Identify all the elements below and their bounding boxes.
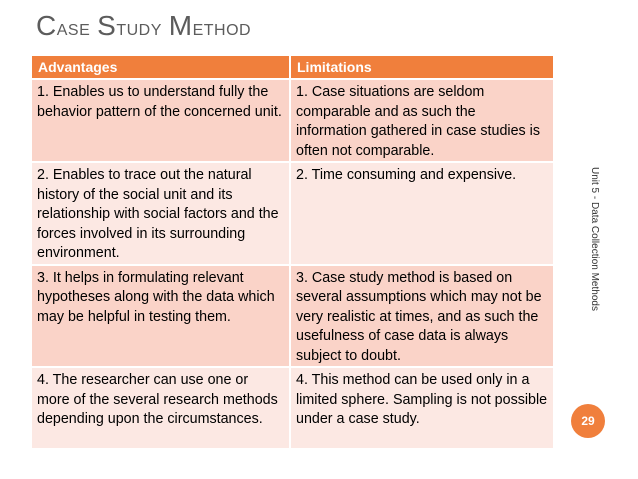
comparison-table — [32, 56, 553, 448]
limitation-cell: 4. This method can be used only in a limited sphere. Sampling is not possible under a case study. — [290, 367, 553, 448]
page-number: 29 — [581, 414, 595, 428]
advantage-cell: 3. It helps in formulating relevant hypotheses along with the data which may be helpful in testing them. — [32, 265, 290, 368]
table-header-row — [32, 56, 553, 79]
table-row — [32, 79, 553, 162]
table-row — [32, 265, 553, 368]
slide-title: Case Study Method — [36, 10, 252, 41]
header-limitations: Limitations — [290, 56, 553, 79]
advantage-cell: 4. The researcher can use one or more of the several research methods depending upon the circumstances. — [32, 367, 290, 448]
limitation-cell: 2. Time consuming and expensive. — [290, 162, 553, 265]
header-advantages: Advantages — [32, 56, 290, 79]
page-number-badge — [571, 404, 605, 438]
limitation-cell: 1. Case situations are seldom comparable and as such the information gathered in case studies is often not comparable. — [290, 79, 553, 162]
limitation-cell: 3. Case study method is based on several assumptions which may not be very realistic at times, and as such the usefulness of case data is always subject to doubt. — [290, 265, 553, 368]
advantage-cell: 2. Enables to trace out the natural history of the social unit and its relationship with social factors and the forces involved in its surrounding environment. — [32, 162, 290, 265]
advantage-cell: 1. Enables us to understand fully the behavior pattern of the concerned unit. — [32, 79, 290, 162]
side-unit-label: Unit 5 - Data Collection Methods — [589, 167, 600, 311]
table-row — [32, 367, 553, 448]
table-row — [32, 162, 553, 265]
